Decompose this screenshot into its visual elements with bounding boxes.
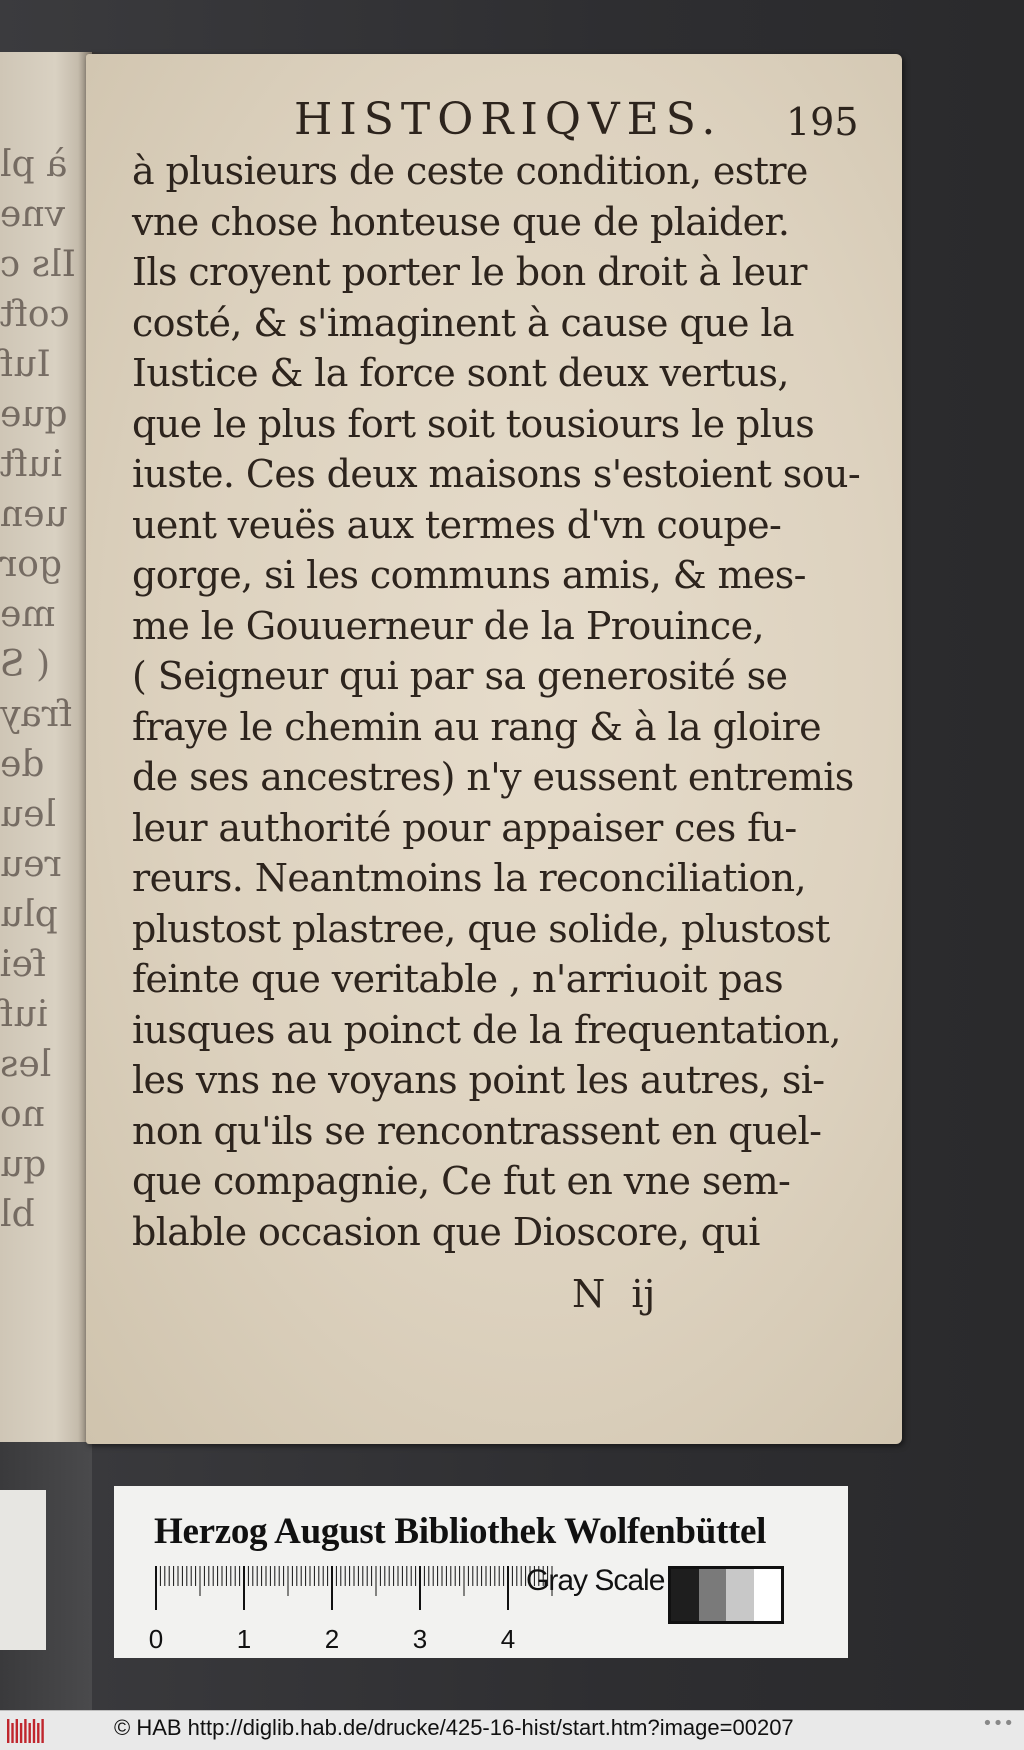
text-line: vne chose honteuse que de plaider.: [132, 199, 790, 244]
logo-bar: [29, 1723, 31, 1743]
ruler-scale: [148, 1566, 516, 1656]
text-line: iusques au poinct de la frequentation,: [132, 1007, 841, 1052]
logo-bar: [24, 1719, 26, 1743]
text-line: uent veuës aux termes d'vn coupe-: [132, 502, 782, 547]
logo-bar: [37, 1723, 39, 1743]
gray-scale-step: [671, 1569, 699, 1621]
ruler-label: 0: [148, 1624, 164, 1654]
text-line: reurs. Neantmoins la reconciliation,: [132, 856, 807, 900]
ruler-label: 1: [236, 1624, 252, 1654]
color-scale-card: [114, 1486, 848, 1658]
text-line: de ses ancestres) n'y eussent entremis: [132, 755, 854, 799]
previous-page-bleed-through: à pl vne Ils c coft Iuf que iuft uen gor me ( S fray de leu reu plu fei iuf les no qu bl: [0, 144, 76, 1235]
ruler-label: 3: [412, 1624, 428, 1654]
logo-bar: [11, 1723, 13, 1743]
footer-bar: [0, 1710, 1024, 1750]
gray-scale-step: [726, 1569, 754, 1621]
hab-logo-icon: [6, 1719, 46, 1743]
signature-mark: N ij: [572, 1272, 656, 1316]
ruler-ticks: [156, 1566, 552, 1610]
text-line: Iustice & la force sont deux vertus,: [132, 351, 789, 395]
text-line: Ils croyent porter le bon droit à leur: [132, 250, 807, 294]
page-text-block: [86, 54, 902, 1444]
text-line: les vns ne voyans point les autres, si-: [132, 1058, 825, 1102]
text-line: fraye le chemin au rang & à la gloire: [132, 704, 822, 749]
gray-scale-label: Gray Scale: [526, 1564, 665, 1597]
body-text: [132, 146, 861, 1257]
text-line: à plusieurs de ceste condition, estre: [132, 149, 808, 193]
gray-scale-step: [754, 1569, 782, 1621]
text-line: non qu'ils se rencontrassent en quel-: [132, 1108, 822, 1153]
text-line: que le plus fort soit tousiours le plus: [132, 401, 815, 446]
footer-copyright-url[interactable]: © HAB http://diglib.hab.de/drucke/425-16-hist/start.htm?image=00207: [114, 1715, 794, 1740]
logo-bar: [16, 1719, 18, 1743]
text-line: ( Seigneur qui par sa generosité se: [132, 654, 788, 698]
more-options-icon[interactable]: •••: [982, 1713, 1014, 1734]
text-line: blable occasion que Dioscore, qui: [132, 1209, 760, 1254]
book-page: [86, 54, 902, 1444]
logo-bar: [20, 1723, 22, 1743]
running-head: [206, 90, 859, 150]
ruler-label: 2: [324, 1624, 340, 1654]
gray-scale-step: [699, 1569, 727, 1621]
ruler-label: 4: [500, 1624, 516, 1654]
gray-scale-swatch: [668, 1566, 784, 1624]
previous-card-edge: [0, 1490, 46, 1650]
logo-bar: [7, 1719, 9, 1743]
text-line: feinte que veritable , n'arriuoit pas: [132, 957, 783, 1001]
text-line: plustost plastree, que solide, plustost: [132, 906, 830, 951]
text-line: me le Gouuerneur de la Prouince,: [132, 603, 764, 648]
ruler-labels: [149, 1624, 515, 1654]
page-number: 195: [786, 100, 859, 144]
running-head-title: HISTORIQVES.: [294, 94, 723, 145]
logo-bar: [33, 1719, 35, 1743]
text-line: iuste. Ces deux maisons s'estoient sou-: [132, 452, 861, 496]
library-name: Herzog August Bibliothek Wolfenbüttel: [154, 1511, 767, 1552]
text-line: costé, & s'imaginent à cause que la: [132, 300, 794, 345]
text-line: gorge, si les communs amis, & mes-: [132, 553, 806, 597]
logo-bar: [41, 1719, 43, 1743]
text-line: leur authorité pour appaiser ces fu-: [132, 805, 797, 850]
text-line: que compagnie, Ce fut en vne sem-: [132, 1159, 791, 1203]
